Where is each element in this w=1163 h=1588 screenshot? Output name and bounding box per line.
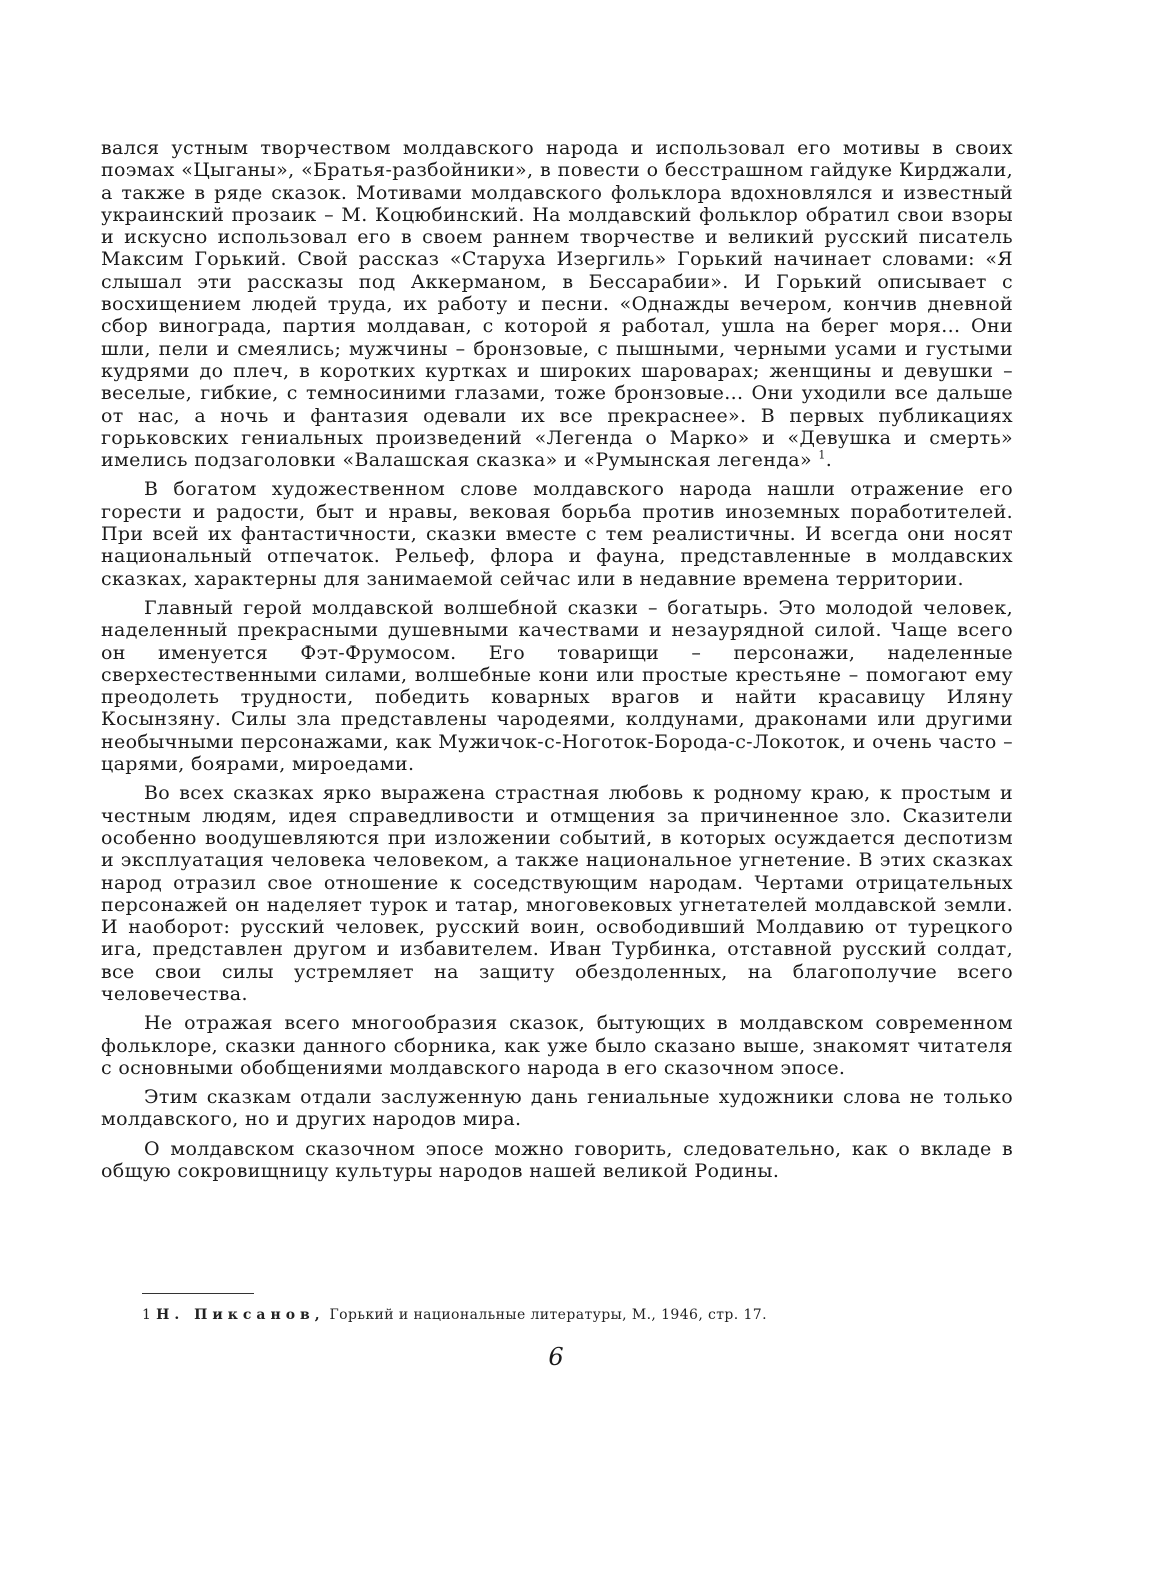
paragraph-2: В богатом художественном слове молдавского народа нашли отражение его горести и радости, быт и нравы, вековая борьба против иноземных поработителей. При всей их фантастичности, сказки вместе с тем реалистичны. И всегда они носят национальный отпечаток. Рельеф, флора и фауна, представленные в молдавских сказках, характерны для занимаемой сейчас или в недавние времена территории. [101, 478, 1013, 590]
footnote-reference: 1 [818, 448, 826, 462]
paragraph-6: Этим сказкам отдали заслуженную дань гениальные художники слова не только молдавского, но и других народов мира. [101, 1086, 1013, 1131]
main-text [101, 137, 1013, 1189]
footnote-author: Н. Пиксанов, [156, 1307, 325, 1323]
footnote-text: Горький и национальные литературы, М., 1946, стр. 17. [329, 1307, 767, 1323]
footnote-marker: 1 [142, 1307, 152, 1323]
paragraph-3: Главный герой молдавской волшебной сказки – богатырь. Это молодой человек, наделенный прекрасными душевными качествами и незаурядной силой. Чаще всего он именуется Фэт-Фрумосом. Его товарищи – персонажи, наделенные сверхестественными силами, волшебные кони или простые крестьяне – помогают ему преодолеть трудности, победить коварных врагов и найти красавицу Иляну Косынзяну. Силы зла представлены чародеями, колдунами, драконами или другими необычными персонажами, как Мужичок-с-Ноготок-Борода-с-Локоток, и очень часто – царями, боярами, мироедами. [101, 596, 1013, 776]
paragraph-7: О молдавском сказочном эпосе можно говорить, следовательно, как о вкладе в общую сокровищницу культуры народов нашей великой Родины. [101, 1137, 1013, 1183]
paragraph-5: Не отражая всего многообразия сказок, бытующих в молдавском современном фольклоре, сказки данного сборника, как уже было сказано выше, знакомят читателя с основными обобщениями молдавского народа в его сказочном эпосе. [101, 1012, 1013, 1079]
paragraph-text: вался устным творчеством молдавского народа и использовал его мотивы в своих поэмах «Цыганы», «Братья-разбойники», в повести о бесстрашном гайдуке Кирджали, а также в ряде сказок. Мотивами молдавского фольклора вдохновлялся и известный украинский прозаик – М. Коцюбинский. На молдавский фольклор обратил свои взоры и искусно использовал его в своем раннем творчестве и великий русский писатель Максим Горький. Свой рассказ «Старуха Изергиль» Горький начинает словами: «Я слышал эти рассказы под Аккерманом, в Бессарабии». И Горький описывает с восхищением людей труда, их работу и песни. «Однажды вечером, кончив дневной сбор винограда, партия молдаван, с которой я работал, ушла на берег моря... Они шли, пели и смеялись; мужчины – бронзовые, с пышными, черными усами и густыми кудрями до плеч, в коротких куртках и широких шароварах; женщины и девушки – веселые, гибкие, с темносиними глазами, тоже бронзовые... Они уходили все дальше от нас, а ночь и фантазия одевали их все прекраснее». В первых публикациях горьковских гениальных произведений «Легенда о Марко» и «Девушка и смерть» имелись подзаголовки «Валашская сказка» и «Румынская легенда» [101, 137, 1013, 472]
page-number: 6 [548, 1343, 564, 1371]
footnote-divider [142, 1293, 254, 1294]
paragraph-4: Во всех сказках ярко выражена страстная любовь к родному краю, к простым и честным людям, идея справедливости и отмщения за причиненное зло. Сказители особенно воодушевляются при изложении событий, в которых осуждается деспотизм и эксплуатация человека человеком, а также национальное угнетение. В этих сказках народ отразил свое отношение к соседствующим народам. Чертами отрицательных персонажей он наделяет турок и татар, многовековых угнетателей молдавской земли. И наоборот: русский человек, русский воин, освободивший Молдавию от турецкого ига, представлен другом и избавителем. Иван Турбинка, отставной русский солдат, все свои силы устремляет на защиту обездоленных, на благополучие всего человечества. [101, 782, 1013, 1005]
footnote [142, 1306, 962, 1324]
paragraph-1: вался устным творчеством молдавского народа и использовал его мотивы в своих поэмах «Цыганы», «Братья-разбойники», в повести о бесстрашном гайдуке Кирджали, а также в ряде сказок. Мотивами молдавского фольклора вдохновлялся и известный украинский прозаик – М. Коцюбинский. На молдавский фольклор обратил свои взоры и искусно использовал его в своем раннем творчестве и великий русский писатель Максим Горький. Свой рассказ «Старуха Изергиль» Горький начинает словами: «Я слышал эти рассказы под Аккерманом, в Бессарабии». И Горький описывает с восхищением людей труда, их работу и песни. «Однажды вечером, кончив дневной сбор винограда, партия молдаван, с которой я работал, ушла на берег моря... Они шли, пели и смеялись; мужчины – бронзовые, с пышными, черными усами и густыми кудрями до плеч, в коротких куртках и широких шароварах; женщины и девушки – веселые, гибкие, с темносиними глазами, тоже бронзовые... Они уходили все дальше от нас, а ночь и фантазия одевали их все прекраснее». В первых публикациях горьковских гениальных произведений «Легенда о Марко» и «Девушка и смерть» имелись подзаголовки «Валашская сказка» и «Румынская легенда» $^1$. [101, 137, 1013, 472]
